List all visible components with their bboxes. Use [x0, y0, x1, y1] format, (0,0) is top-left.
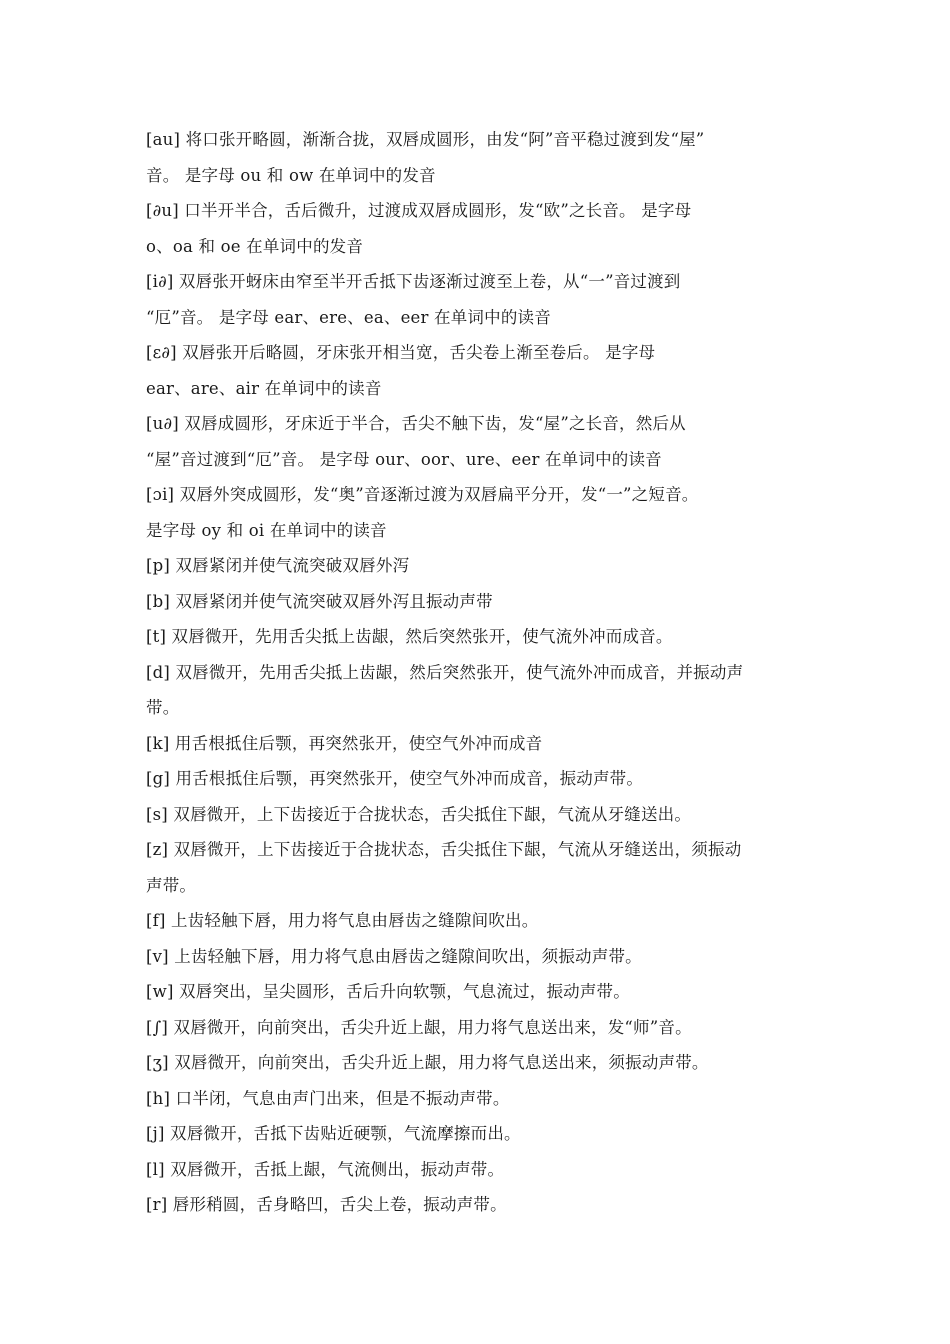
- text-line-g: [g] 用舌根抵住后颚，再突然张开，使空气外冲而成音，振动声带。: [146, 769, 644, 788]
- text-line-ie-1: [i∂] 双唇张开蚜床由窄至半开舌抵下齿逐渐过渡至上卷，从“一”音过渡到: [146, 272, 681, 291]
- text-line-oi-1: [ɔi] 双唇外突成圆形，发“奥”音逐渐过渡为双唇扁平分开，发“一”之短音。: [146, 485, 699, 504]
- text-line-h: [h] 口半闭，气息由声门出来，但是不振动声带。: [146, 1088, 510, 1108]
- text-line-b: [b] 双唇紧闭并使气流突破双唇外泻且振动声带: [146, 591, 493, 611]
- text-line-z-1: [z] 双唇微开，上下齿接近于合拢状态，舌尖抵住下龈，气流从牙缝送出，须振动: [146, 840, 742, 859]
- text-line-f: [f] 上齿轻触下唇，用力将气息由唇齿之缝隙间吹出。: [146, 911, 539, 930]
- phonetics-text-body: [146, 122, 826, 1223]
- text-line-ou-1: [∂u] 口半开半合，舌后微升，过渡成双唇成圆形，发“欧”之长音。 是字母: [146, 201, 692, 220]
- text-line-sh: [∫] 双唇微开，向前突出，舌尖升近上龈，用力将气息送出来，发“师”音。: [146, 1017, 692, 1037]
- text-line-t: [t] 双唇微开，先用舌尖抵上齿龈，然后突然张开，使气流外冲而成音。: [146, 627, 673, 646]
- text-line-w: [w] 双唇突出，呈尖圆形，舌后升向软颚，气息流过，振动声带。: [146, 982, 630, 1001]
- text-line-ue-1: [u∂] 双唇成圆形，牙床近于半合，舌尖不触下齿，发“屋”之长音，然后从: [146, 414, 686, 433]
- text-line-ue-2: “屋”音过渡到“厄”音。 是字母 our、oor、ure、eer 在单词中的读音: [146, 449, 662, 469]
- text-line-k: [k] 用舌根抵住后颚，再突然张开，使空气外冲而成音: [146, 733, 543, 753]
- text-line-l: [l] 双唇微开，舌抵上龈，气流侧出，振动声带。: [146, 1159, 505, 1179]
- text-line-r: [r] 唇形稍圆，舌身略凹，舌尖上卷，振动声带。: [146, 1195, 507, 1214]
- text-line-s: [s] 双唇微开，上下齿接近于合拢状态，舌尖抵住下龈，气流从牙缝送出。: [146, 804, 692, 824]
- text-line-zh: [ʒ] 双唇微开，向前突出，舌尖升近上龈，用力将气息送出来，须振动声带。: [146, 1053, 709, 1072]
- text-line-ie-2: “厄”音。 是字母 ear、ere、ea、eer 在单词中的读音: [146, 307, 551, 327]
- text-line-v: [v] 上齿轻触下唇，用力将气息由唇齿之缝隙间吹出，须振动声带。: [146, 946, 642, 966]
- text-line-au-1: [au] 将口张开略圆，渐渐合拢，双唇成圆形，由发“阿”音平稳过渡到发“屋”: [146, 130, 705, 149]
- text-line-z-2: 声带。: [146, 875, 197, 895]
- text-line-ee-1: [ε∂] 双唇张开后略圆，牙床张开相当宽，舌尖卷上渐至卷后。 是字母: [146, 343, 656, 362]
- text-line-j: [j] 双唇微开，舌抵下齿贴近硬颚，气流摩擦而出。: [146, 1124, 521, 1143]
- text-line-d-1: [d] 双唇微开，先用舌尖抵上齿龈，然后突然张开，使气流外冲而成音，并振动声: [146, 662, 744, 682]
- text-line-p: [p] 双唇紧闭并使气流突破双唇外泻: [146, 556, 410, 575]
- text-line-au-2: 音。 是字母 ou 和 ow 在单词中的发音: [146, 165, 436, 185]
- text-line-oi-2: 是字母 oy 和 oi 在单词中的读音: [146, 520, 387, 540]
- text-line-ee-2: ear、are、air 在单词中的读音: [146, 378, 382, 398]
- text-line-ou-2: o、oa 和 oe 在单词中的发音: [146, 236, 364, 256]
- text-line-d-2: 带。: [146, 698, 180, 717]
